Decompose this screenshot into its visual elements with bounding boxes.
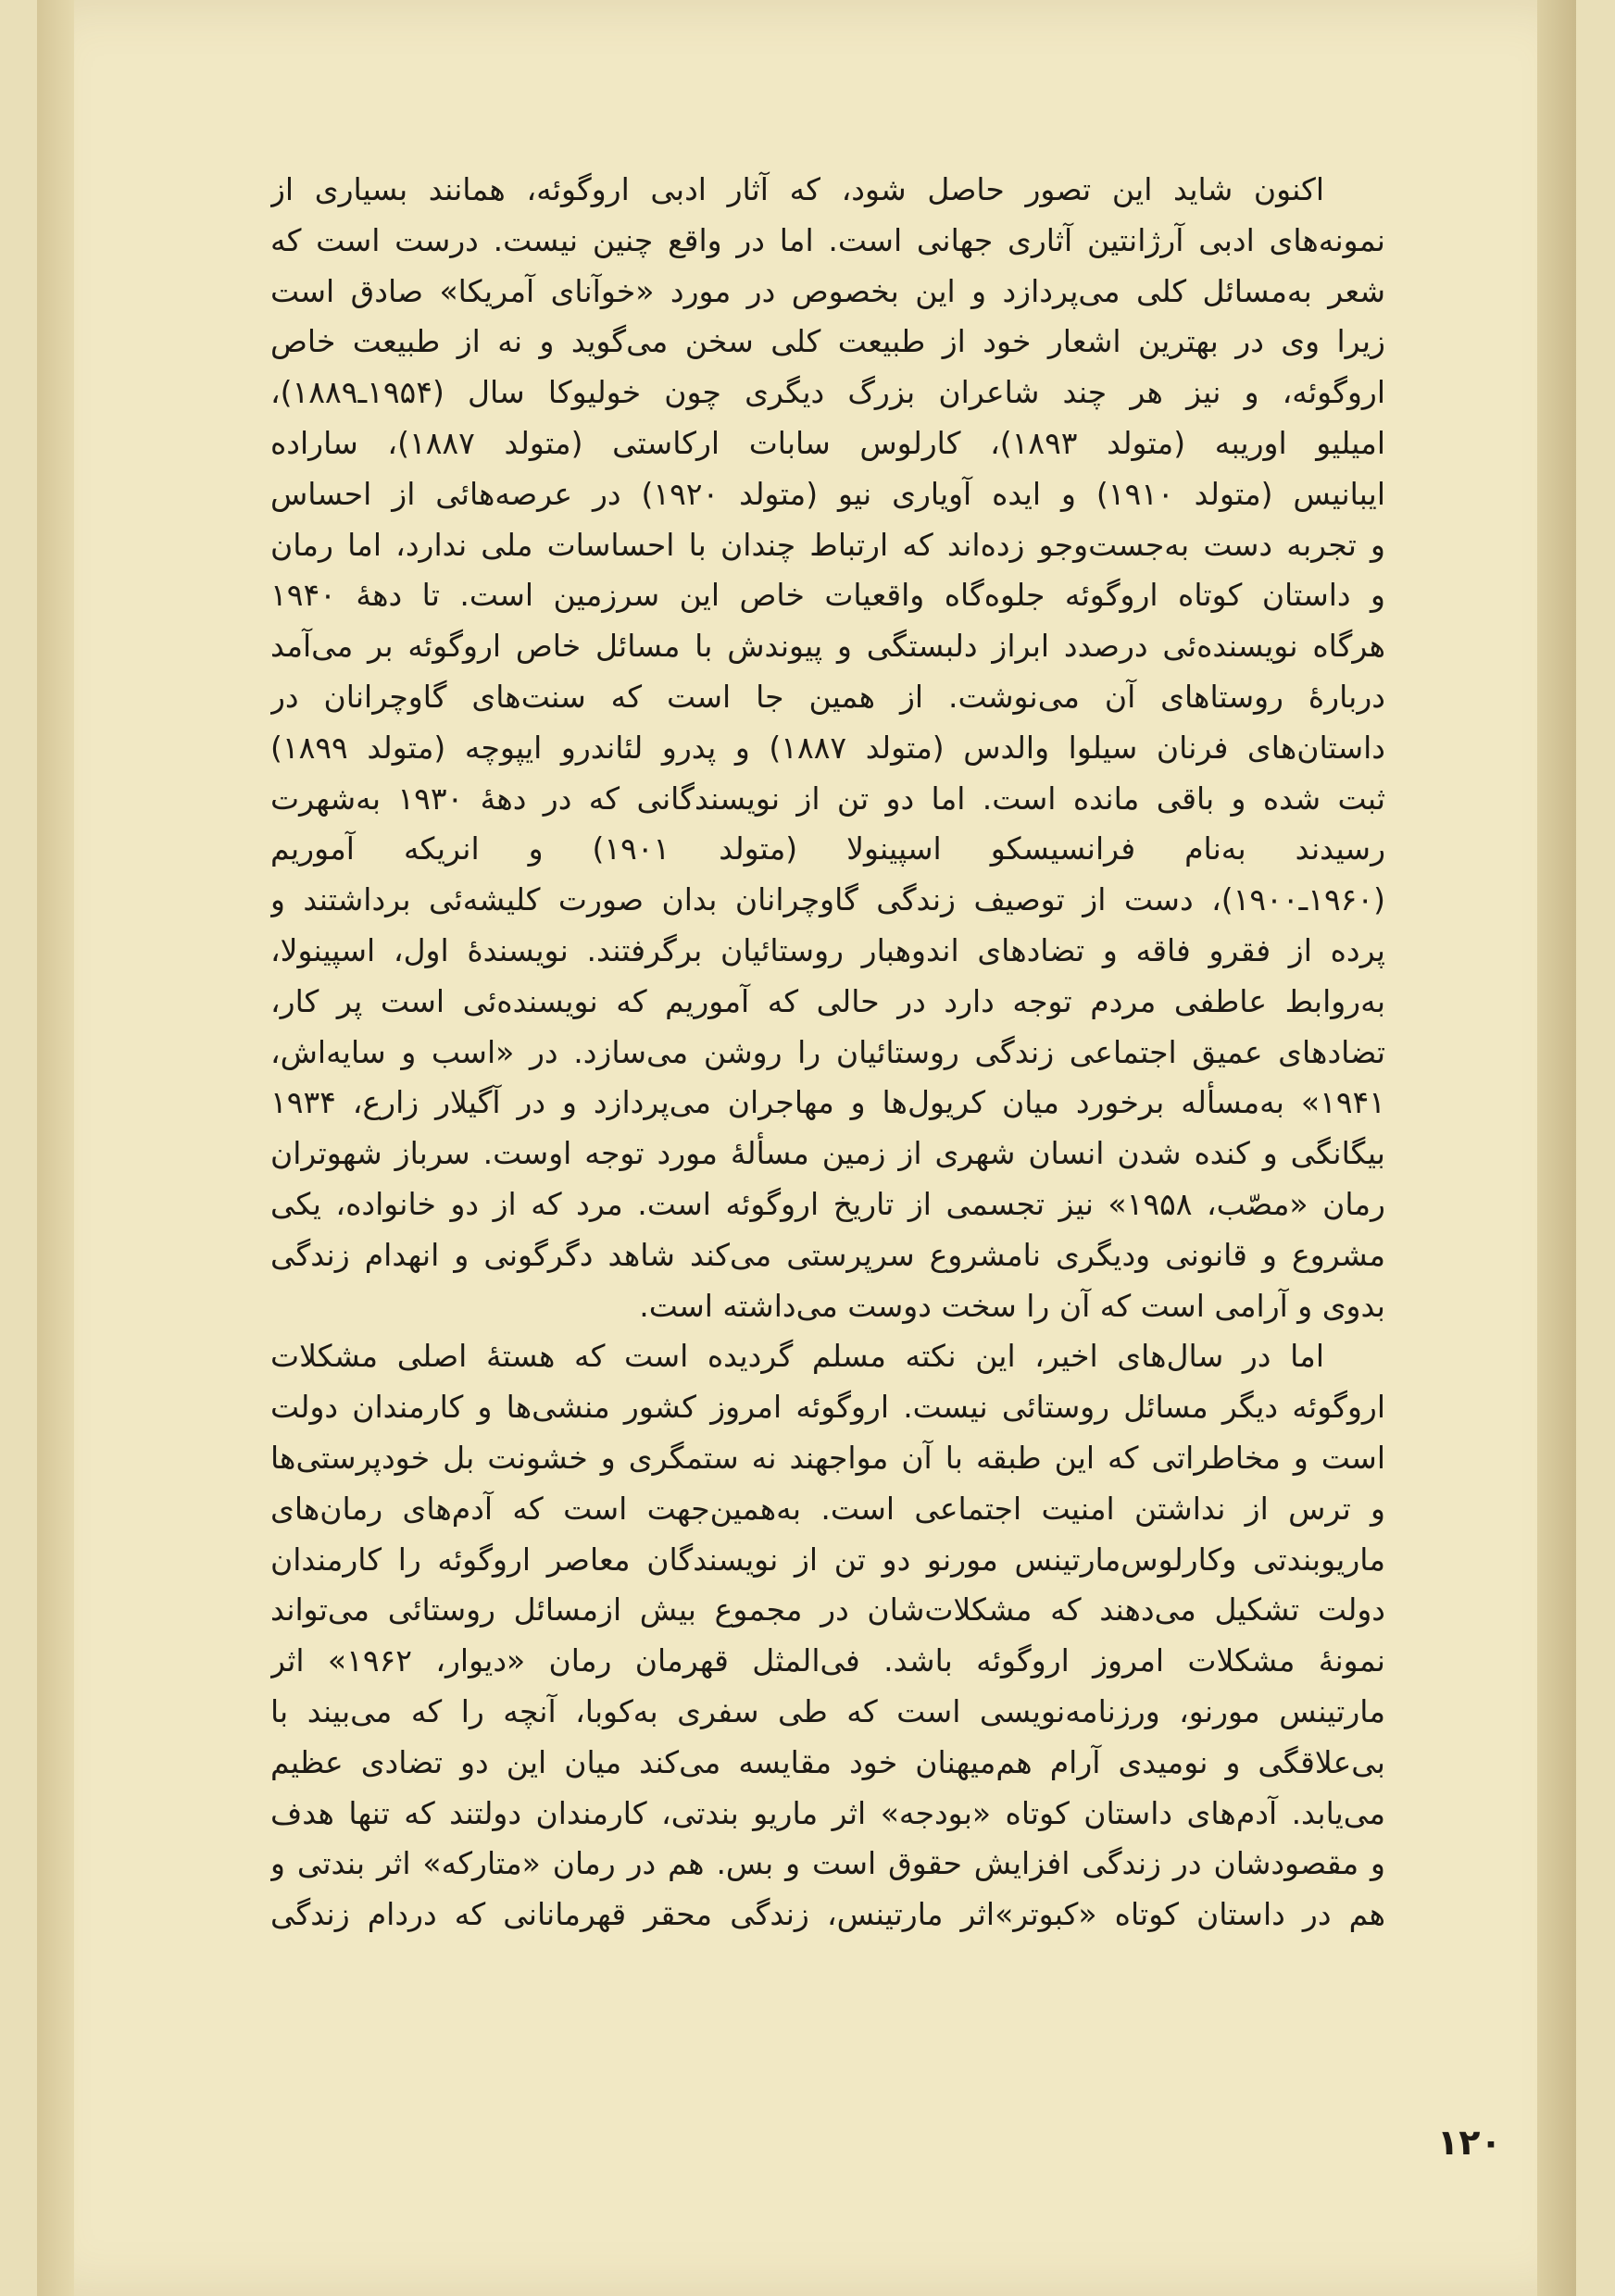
text-line: اما در سال‌های اخیر، این نکته مسلم گردیده است که هستۀ اصلی مشکلات: [270, 1338, 1324, 1375]
text-line: اکنون شاید این تصور حاصل شود، که آثار ادبی اروگوئه، همانند بسیاری از: [270, 171, 1324, 207]
text-line: اروگوئه دیگر مسائل روستائی نیست. اروگوئه امروز کشور منشی‌ها و کارمندان دولت: [270, 1389, 1385, 1426]
text-line: پرده از فقرو فاقه و تضادهای اندوهبار روستائیان برگرفتند. نویسندۀ اول، اسپینولا،: [270, 931, 1385, 968]
text-line: ماریوبندتی وکارلوس‌مارتینس مورنو دو تن از نویسندگان معاصر اروگوئه را کارمندان: [270, 1541, 1385, 1578]
text-line: ثبت شده و باقی مانده است. اما دو تن از نویسندگانی که در دهۀ ۱۹۳۰ به‌شهرت: [270, 780, 1385, 817]
text-line: داستان‌های فرنان سیلوا والدس (متولد ۱۸۸۷) و پدرو لئاندرو ایپوچه (متولد ۱۸۹۹): [270, 729, 1385, 766]
text-line: دربارۀ روستاهای آن می‌نوشت. از همین جا است که سنت‌های گاوچرانان در: [270, 678, 1385, 715]
text-line: مشروع و قانونی ودیگری نامشروع سرپرستی می‌کند شاهد دگرگونی و انهدام زندگی: [270, 1236, 1385, 1273]
text-line: می‌یابد. آدم‌های داستان کوتاه «بودجه» اثر ماریو بندتی، کارمندان دولتند که تنها هدف: [270, 1794, 1385, 1831]
text-line: زیرا وی در بهترین اشعار خود از طبیعت کلی سخن می‌گوید و نه از طبیعت خاص: [270, 323, 1385, 360]
text-line: شعر به‌مسائل کلی می‌پردازد و این بخصوص در مورد «خوآنای آمریکا» صادق است: [270, 272, 1385, 309]
page-number: ۱۲۰: [1437, 2122, 1502, 2163]
text-line: است و مخاطراتی که این طبقه با آن مواجهند نه ستمگری و خشونت بل خودپرستی‌ها: [270, 1439, 1385, 1476]
page-left-edge: [37, 0, 74, 2296]
text-line: بدوی و آرامی است که آن را سخت دوست می‌داشته است.: [639, 1287, 1385, 1324]
text-line: هم در داستان کوتاه «کبوتر»اثر مارتینس، زندگی محقر قهرمانانی که دردام زندگی: [270, 1896, 1385, 1933]
text-line: و ترس از نداشتن امنیت اجتماعی است. به‌همین‌جهت است که آدم‌های رمان‌های: [270, 1490, 1385, 1527]
text-line: رسیدند به‌نام فرانسیسکو اسپینولا (متولد ۱۹۰۱) و انریکه آموریم: [270, 830, 1385, 867]
text-line: هرگاه نویسنده‌ئی درصدد ابراز دلبستگی و پیوندش با مسائل خاص اروگوئه بر می‌آمد: [270, 628, 1385, 665]
text-line: و داستان کوتاه اروگوئه جلوه‌گاه واقعیات خاص این سرزمین است. تا دهۀ ۱۹۴۰: [270, 577, 1385, 614]
text-line: تضادهای عمیق اجتماعی زندگی روستائیان را روشن می‌سازد. در «اسب و سایه‌اش،: [270, 1033, 1385, 1070]
body-text: [270, 165, 1385, 1940]
text-line: و مقصودشان در زندگی افزایش حقوق است و بس. هم در رمان «متارکه» اثر بندتی و: [270, 1845, 1385, 1882]
text-line: و تجربه دست به‌جست‌وجو زده‌اند که ارتباط چندان با احساسات ملی ندارد، اما رمان: [270, 526, 1385, 563]
text-line: دولت تشکیل می‌دهند که مشکلات‌شان در مجموع بیش ازمسائل روستائی می‌تواند: [270, 1591, 1385, 1628]
text-line: (۱۹۶۰ـ۱۹۰۰)، دست از توصیف زندگی گاوچرانان بدان صورت کلیشه‌ئی برداشتند و: [270, 881, 1385, 918]
text-line: ایبانیس (متولد ۱۹۱۰) و ایده آویاری نیو (متولد ۱۹۲۰) در عرصه‌هائی از احساس: [270, 475, 1385, 512]
text-line: بیگانگی و کنده شدن انسان شهری از زمین مسألۀ مورد توجه اوست. سرباز شهوتران: [270, 1135, 1385, 1172]
text-line: نمونۀ مشکلات امروز اروگوئه باشد. فی‌المثل قهرمان رمان «دیوار، ۱۹۶۲» اثر: [270, 1642, 1385, 1679]
text-line: بی‌علاقگی و نومیدی آرام هم‌میهنان خود مقایسه می‌کند میان این دو تضادی عظیم: [270, 1743, 1385, 1780]
text-line: ۱۹۴۱» به‌مسأله برخورد میان کریول‌ها و مهاجران می‌پردازد و در آگیلار زارع، ۱۹۳۴: [270, 1084, 1385, 1121]
text-line: مارتینس مورنو، ورزنامه‌نویسی است که طی سفری به‌کوبا، آنچه را که می‌بیند با: [270, 1692, 1385, 1729]
text-line: نمونه‌های ادبی آرژانتین آثاری جهانی است. اما در واقع چنین نیست. درست است که: [270, 221, 1385, 258]
text-line: به‌روابط عاطفی مردم توجه دارد در حالی که آموریم که نویسنده‌ئی است پر کار،: [270, 982, 1385, 1019]
page-right-edge: [1537, 0, 1576, 2296]
text-line: امیلیو اوریبه (متولد ۱۸۹۳)، کارلوس سابات ارکاستی (متولد ۱۸۸۷)، ساراده: [270, 424, 1385, 461]
text-line: رمان «مصّب، ۱۹۵۸» نیز تجسمی از تاریخ اروگوئه است. مرد که از دو خانواده، یکی: [270, 1185, 1385, 1222]
text-line: اروگوئه، و نیز هر چند شاعران بزرگ دیگری چون خولیوکا سال (۱۹۵۴ـ۱۸۸۹)،: [270, 374, 1385, 411]
